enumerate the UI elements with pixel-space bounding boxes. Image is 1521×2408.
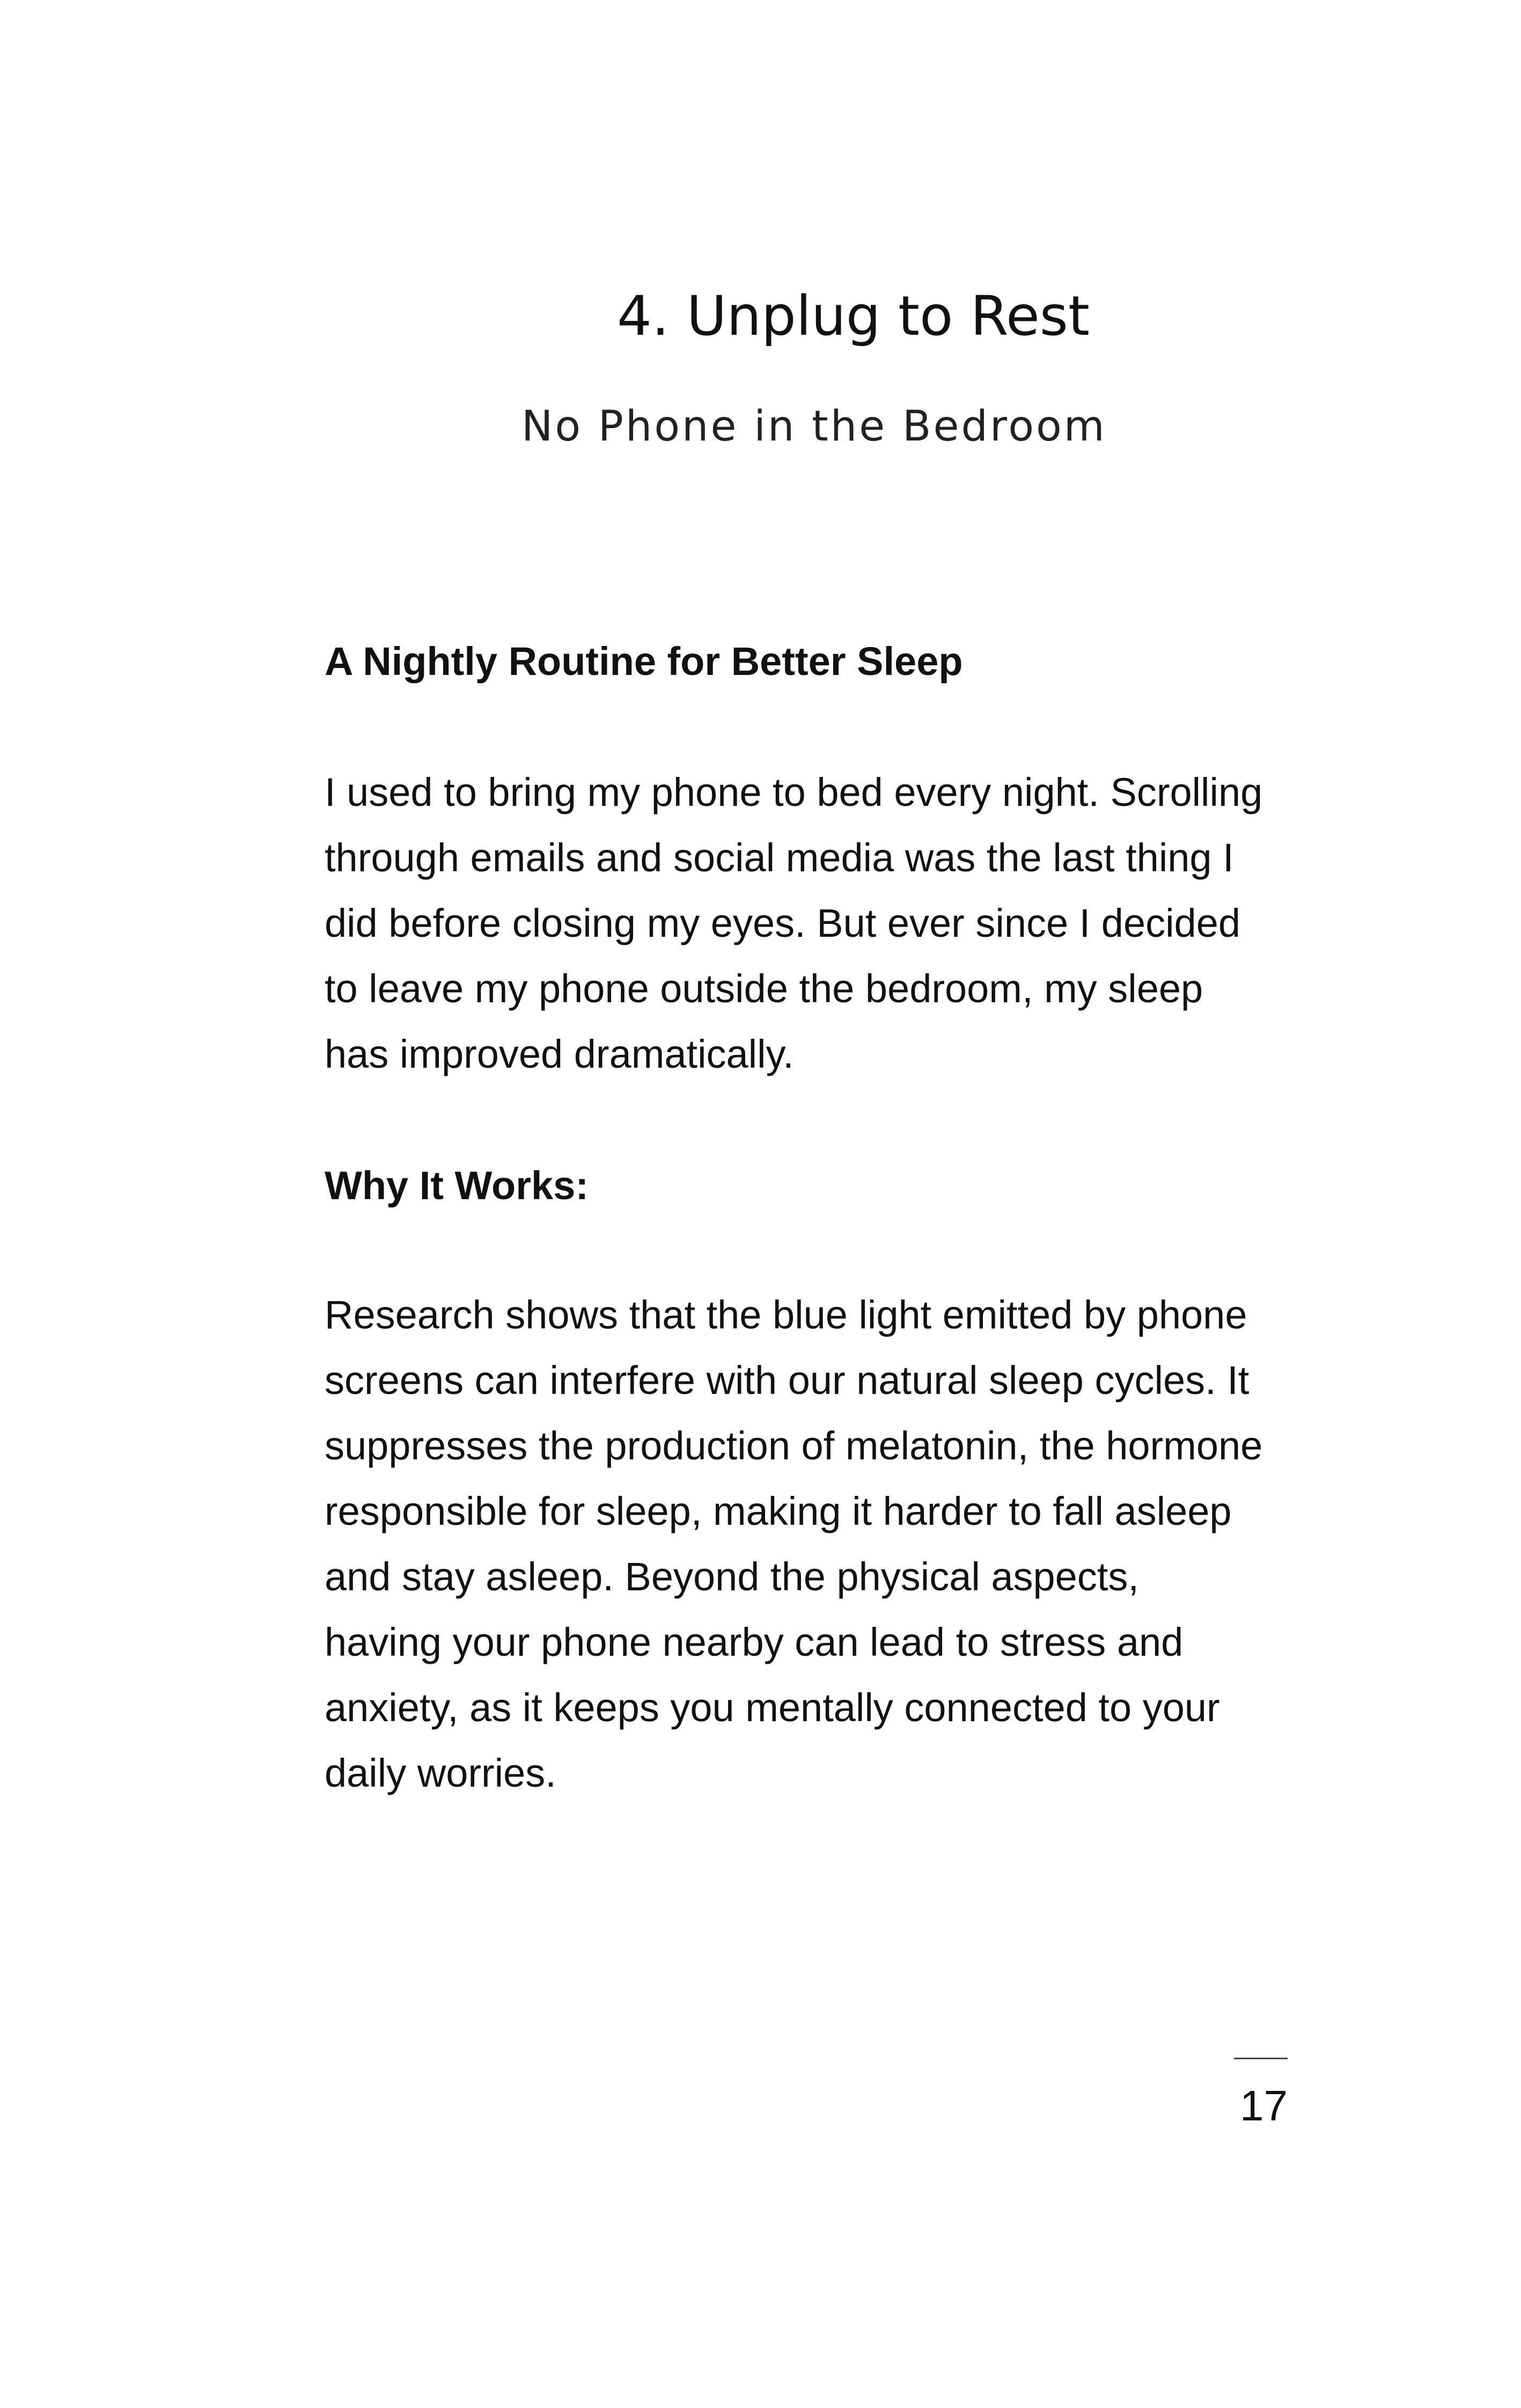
paragraph-line: responsible for sleep, making it harder to fall asleep bbox=[325, 1489, 1232, 1533]
paragraph-line: anxiety, as it keeps you mentally connected to your bbox=[325, 1685, 1220, 1730]
paragraph-line: having your phone nearby can lead to stress and bbox=[325, 1620, 1184, 1664]
paragraph-line: and stay asleep. Beyond the physical aspects, bbox=[325, 1554, 1139, 1599]
chapter-title: 4. Unplug to Rest bbox=[617, 284, 1090, 348]
paragraph-line: screens can interfere with our natural sleep cycles. It bbox=[325, 1358, 1250, 1403]
section-heading-why-it-works: Why It Works: bbox=[325, 1163, 589, 1208]
page-number-divider bbox=[1234, 2058, 1288, 2059]
paragraph-nightly-routine bbox=[325, 760, 1306, 1087]
section-heading-nightly-routine: A Nightly Routine for Better Sleep bbox=[325, 639, 963, 684]
paragraph-why-it-works bbox=[325, 1282, 1306, 1806]
paragraph-line: did before closing my eyes. But ever since I decided bbox=[325, 901, 1241, 945]
paragraph-line: to leave my phone outside the bedroom, my sleep bbox=[325, 966, 1203, 1011]
chapter-subtitle: No Phone in the Bedroom bbox=[521, 402, 1107, 451]
paragraph-line: suppresses the production of melatonin, the hormone bbox=[325, 1423, 1263, 1468]
paragraph-line: through emails and social media was the last thing I bbox=[325, 835, 1234, 880]
paragraph-line: Research shows that the blue light emitted by phone bbox=[325, 1293, 1247, 1337]
paragraph-line: I used to bring my phone to bed every night. Scrolling bbox=[325, 770, 1263, 814]
page-number: 17 bbox=[1240, 2082, 1288, 2130]
paragraph-line: has improved dramatically. bbox=[325, 1032, 794, 1076]
paragraph-line: daily worries. bbox=[325, 1751, 556, 1795]
